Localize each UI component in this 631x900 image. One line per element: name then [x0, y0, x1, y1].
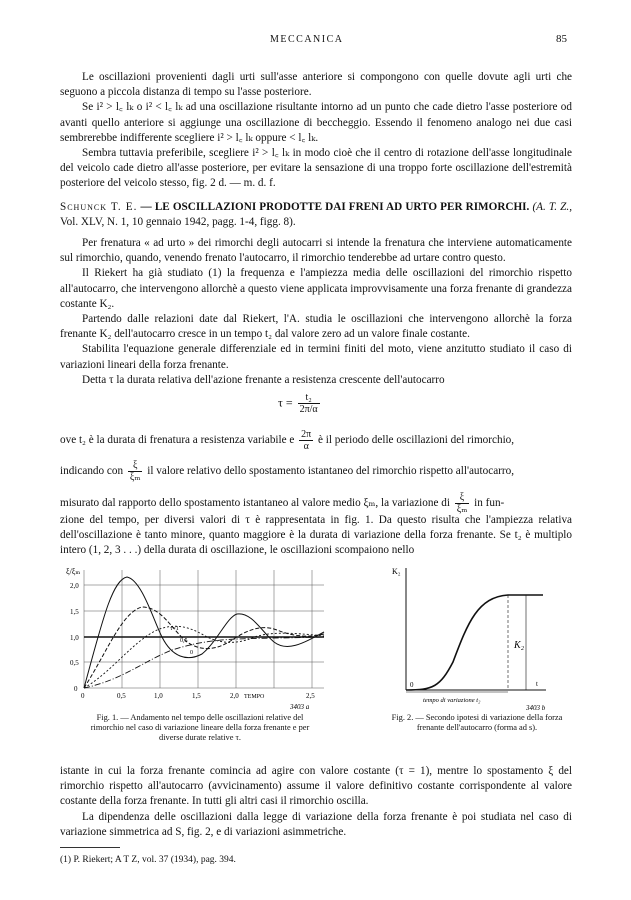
fig1-curve-label-3: 0 [190, 650, 193, 656]
paragraph-10 [60, 460, 572, 483]
fig1-y-tick-1: 2,0 [70, 582, 79, 590]
xi2-numerator: ξ [455, 492, 470, 504]
paragraph-10-start: indicando con [60, 465, 124, 478]
abstract-title: — LE OSCILLAZIONI PRODOTTE DAI FRENI AD URTO PER RIMORCHI. [140, 201, 530, 213]
footnote-rule [60, 847, 120, 848]
period-fraction [299, 429, 313, 452]
figure-1 [62, 562, 332, 712]
tau-formula [278, 392, 322, 415]
paragraph-7: Stabilita l'equazione generale differenziale ed in termini finiti del moto, viene anzitutto studiato il caso di variazioni lineari della forza frenante. [60, 343, 572, 371]
fig1-x-tick-4: 1,5 [192, 692, 201, 700]
abstract-heading [60, 200, 572, 230]
abstract-citation: Vol. XLV, N. 1, 10 gennaio 1942, pagg. 1-4, figg. 8). [60, 216, 296, 229]
fig1-curve-c [84, 626, 324, 688]
xi-denominator: ξₘ [129, 472, 141, 483]
paragraph-2: Se i² > l꜀ lₖ o i² < l꜀ lₖ ad una oscillazione risultante intorno ad un punto che cade dietro l'asse posteriore od avanti quello anteriore si aggiunge una oscillazione di beccheggio. Essendo il fenomeno analogo nei due casi sembrerebbe indifferente scegliere i² > l꜀ lₖ oppure < l꜀ lₖ. [60, 101, 572, 144]
figure-1-caption: Fig. 1. — Andamento nel tempo delle oscillazioni relative del rimorchio nel caso di variazione lineare della forza frenante e per diverse durate relative τ. [90, 713, 310, 742]
fig2-y-label: K₂ [392, 567, 401, 576]
running-header-title: MECCANICA [270, 34, 344, 45]
text-block-body [60, 236, 572, 388]
paragraph-11-start: misurato dal rapporto dello spostamento istantaneo al valore medio ξₘ, la variazione di [60, 497, 450, 510]
xi-fraction [128, 460, 143, 483]
fig1-x-tick-3: 1,0 [154, 692, 163, 700]
period-denominator: α [303, 441, 309, 452]
paragraph-8: Detta τ la durata relativa dell'azione frenante a resistenza crescente dell'autocarro [82, 373, 445, 386]
abstract-author: Schunck T. E. [60, 201, 138, 213]
fig1-curve-label-1: τ=1 [170, 626, 179, 632]
paragraph-4: Per frenatura « ad urto » dei rimorchi degli autocarri si intende la frenatura che interviene automaticamente sul rimorchio, quando, venendo frenato l'autocarro, il rimorchio tenderebbe ad urtare contro questo. [60, 237, 572, 265]
formula-fraction [298, 392, 320, 415]
xi2-denominator: ξₘ [456, 504, 468, 515]
paragraph-12-text: zione del tempo, per diversi valori di τ è rappresentata in fig. 1. Da questo risulta che l'ampiezza relativa dell'oscillazione è tanto minore, quanto maggiore è la durata di variazione della forza frenante. Se t₂ è multiplo intero (1, 2, 3 . . .) della durata di oscillazione, le oscillazioni scompaiono nello [60, 514, 572, 557]
fig1-y-tick-3: 1,0 [70, 634, 79, 642]
paragraph-11 [60, 492, 572, 515]
paragraph-5: Il Riekert ha già studiato (1) la frequenza e l'ampiezza media delle oscillazioni del rimorchio rispetto all'autocarro, che intervengono allorchè a questo viene applicata improvvisamente una forza frenante di grandezza costante K₂. [60, 267, 572, 310]
paragraph-12 [60, 513, 572, 559]
xi-fraction-2 [455, 492, 470, 515]
paragraph-1: Le oscillazioni provenienti dagli urti sull'asse anteriore si compongono con quelle dovute agli urti che seguono a piccola distanza di tempo su l'asse posteriore. [60, 71, 572, 99]
figure-2-caption: Fig. 2. — Secondo ipotesi di variazione della forza frenante dell'autocarro (forma ad s). [391, 713, 563, 732]
text-block-top [60, 70, 572, 192]
fig2-k-label: K₂ [514, 640, 525, 651]
fig1-curve-d [84, 637, 324, 688]
paragraph-3: Sembra tuttavia preferibile, scegliere i² > l꜀ lₖ in modo cioè che il centro di rotazione dell'asse longitudinale del veicolo cade dietro all'asse posteriore, per evitare la sensazione di una troppo forte oscillazione dell'estremità posteriore del veicolo stesso, fig. 2 d. — m. d. f. [60, 147, 572, 190]
fig1-y-tick-2: 1,5 [70, 608, 79, 616]
formula-numerator: t₂ [298, 392, 320, 404]
fig1-y-label: ξ/ξₘ [66, 567, 81, 576]
formula-denominator: 2π/α [299, 404, 318, 415]
fig1-x-tick-2: 0,5 [117, 692, 126, 700]
fig1-x-tick-5: 2,0 [230, 692, 239, 700]
paragraph-9-end: è il periodo delle oscillazioni del rimorchio, [318, 434, 515, 447]
paragraph-6: Partendo dalle relazioni date dal Riekert, l'A. studia le oscillazioni che intervengono allorchè la forza frenante K₂ dell'autocarro cresce in un tempo t₂ dal valore zero ad un valore finale costante. [60, 313, 572, 341]
fig1-grid [84, 570, 324, 688]
fig2-origin: 0 [410, 681, 414, 689]
paragraph-9-start: ove t₂ è la durata di frenatura a resistenza variabile e [60, 434, 295, 447]
text-block-bottom [60, 764, 572, 840]
fig1-y-tick-4: 0,5 [70, 659, 79, 667]
fig1-x-tick-6: 2,5 [306, 692, 315, 700]
period-numerator: 2π [301, 429, 312, 440]
fig1-x-unit: TEMPO [244, 694, 265, 700]
fig1-code: 3403 a [290, 703, 310, 711]
paragraph-10-end: il valore relativo dello spostamento istantaneo del rimorchio rispetto all'autocarro, [147, 465, 515, 478]
formula-lhs: τ = [278, 395, 293, 410]
paragraph-13: istante in cui la forza frenante comincia ad agire con valore costante (τ = 1), mentre lo spostamento ξ del rimorchio rispetto all'autocarro (avvicinamento) assume il valore definitivo costante corrispondente al valore costante della forza frenante. In tutti gli altri casi il rimorchio oscilla. [60, 765, 572, 808]
fig1-curve-label-2: 0,5 [180, 638, 188, 644]
fig2-code: 3403 b [526, 704, 546, 712]
fig1-curve-a [84, 577, 324, 688]
xi-numerator: ξ [128, 460, 143, 472]
figure-2 [378, 562, 568, 712]
fig1-y-tick-5: 0 [74, 685, 78, 693]
paragraph-14: La dipendenza delle oscillazioni dalla legge di variazione della forza frenante è poi studiata nel caso di variazione simmetrica ad S, fig. 2, e di variazioni asimmetriche. [60, 810, 572, 838]
footnote: (1) P. Riekert; A T Z, vol. 37 (1934), pag. 394. [60, 855, 236, 865]
abstract-journal: (A. T. Z., [532, 201, 572, 213]
page-number: 85 [556, 33, 567, 45]
paragraph-11-end: in fun- [474, 497, 505, 510]
paragraph-9 [60, 429, 572, 452]
fig2-x-end: t [536, 680, 538, 688]
fig1-x-tick-1: 0 [81, 692, 85, 700]
fig2-interval-label: tempo di variazione t₂ [423, 697, 481, 704]
